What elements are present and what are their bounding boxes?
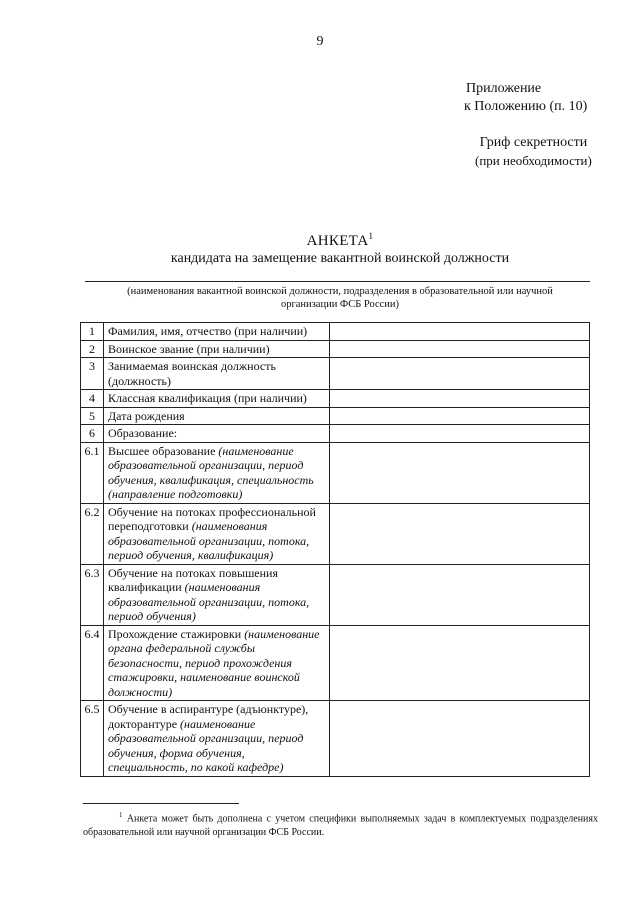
row-answer-field[interactable] [330, 564, 590, 625]
row-note: (наименования образовательной организации, потока, период обучения) [108, 580, 310, 623]
row-number: 6 [81, 425, 104, 443]
footnote-separator [83, 803, 239, 804]
row-answer-field[interactable] [330, 390, 590, 408]
table-row [81, 625, 590, 701]
row-label: Высшее образование [108, 443, 216, 458]
row-answer-field[interactable] [330, 340, 590, 358]
row-answer-field[interactable] [330, 358, 590, 390]
row-label: Обучение на потоках повышения квалификации [108, 565, 278, 594]
footnote [83, 808, 598, 840]
row-label-cell [104, 425, 330, 443]
table-row [81, 323, 590, 341]
secrecy-stamp [475, 134, 592, 170]
row-note: (наименование образовательной организации, период обучения, форма обучения, специальность, по какой кафедре) [108, 716, 304, 774]
secrecy-label: Гриф секретности [479, 135, 588, 150]
position-name-caption: (наименования вакантной воинской должности, подразделения в образовательной или научной организации ФСБ России) [127, 286, 553, 310]
row-label-cell [104, 442, 330, 503]
row-number: 6.3 [81, 564, 104, 625]
row-label: Прохождение стажировки [108, 626, 242, 641]
row-answer-field[interactable] [330, 503, 590, 564]
table-row [81, 503, 590, 564]
row-label: Дата рождения [108, 408, 185, 423]
row-number: 2 [81, 340, 104, 358]
row-answer-field[interactable] [330, 442, 590, 503]
row-label-cell [104, 390, 330, 408]
position-name-line[interactable] [85, 281, 590, 282]
row-label: Обучение в аспирантуре (адъюнктуре), докторантуре [108, 702, 309, 731]
row-answer-field[interactable] [330, 407, 590, 425]
row-number: 4 [81, 390, 104, 408]
table-row [81, 390, 590, 408]
title-footnote-mark: 1 [368, 231, 374, 241]
row-label-cell [104, 340, 330, 358]
row-label-cell [104, 358, 330, 390]
table-row [81, 442, 590, 503]
row-answer-field[interactable] [330, 425, 590, 443]
row-label: Обучение на потоках профессиональной переподготовки [108, 504, 316, 533]
form-subtitle: кандидата на замещение вакантной воинской должности [170, 251, 510, 266]
row-label-cell [104, 564, 330, 625]
row-number: 1 [81, 323, 104, 341]
row-number: 3 [81, 358, 104, 390]
row-number: 6.5 [81, 701, 104, 777]
appendix-label: Приложение [466, 81, 542, 96]
table-row [81, 425, 590, 443]
row-label-cell [104, 323, 330, 341]
table-row [81, 564, 590, 625]
row-number: 6.1 [81, 442, 104, 503]
row-answer-field[interactable] [330, 323, 590, 341]
row-number: 6.2 [81, 503, 104, 564]
table-row [81, 340, 590, 358]
appendix-reference [466, 80, 587, 116]
appendix-regulation: к Положению (п. 10) [464, 99, 588, 114]
row-note: (наименование органа федеральной службы безопасности, период прохождения стажировки, наименование воинской должности) [108, 626, 320, 699]
questionnaire-table [80, 322, 590, 777]
secrecy-note: (при необходимости) [475, 153, 592, 168]
row-label-cell [104, 407, 330, 425]
footnote-mark: 1 [119, 811, 123, 819]
form-title-text: АНКЕТА [306, 233, 369, 249]
page-number: 9 [316, 34, 324, 49]
row-label: Фамилия, имя, отчество (при наличии) [108, 324, 308, 338]
row-label: Воинское звание (при наличии) [108, 341, 270, 356]
row-number: 5 [81, 407, 104, 425]
row-note: (наименования образовательной организации, потока, период обучения, квалификация) [108, 519, 310, 562]
row-label: Образование: [108, 426, 178, 440]
row-answer-field[interactable] [330, 625, 590, 701]
row-label-cell [104, 503, 330, 564]
form-title [0, 231, 640, 250]
table-row [81, 358, 590, 390]
row-label-cell [104, 701, 330, 777]
row-answer-field[interactable] [330, 701, 590, 777]
table-row [81, 701, 590, 777]
table-row [81, 407, 590, 425]
row-number: 6.4 [81, 625, 104, 701]
row-label: Занимаемая воинская должность (должность) [108, 359, 276, 388]
footnote-text: Анкета может быть дополнена с учетом специфики выполняемых задач в комплектуемых подразделениях образовательной или научной организации ФСБ России. [83, 813, 599, 839]
row-note: (наименование образовательной организации, период обучения, квалификация, специальность (направление подготовки) [108, 443, 314, 501]
row-label: Классная квалификация (при наличии) [108, 391, 307, 405]
row-label-cell [104, 625, 330, 701]
